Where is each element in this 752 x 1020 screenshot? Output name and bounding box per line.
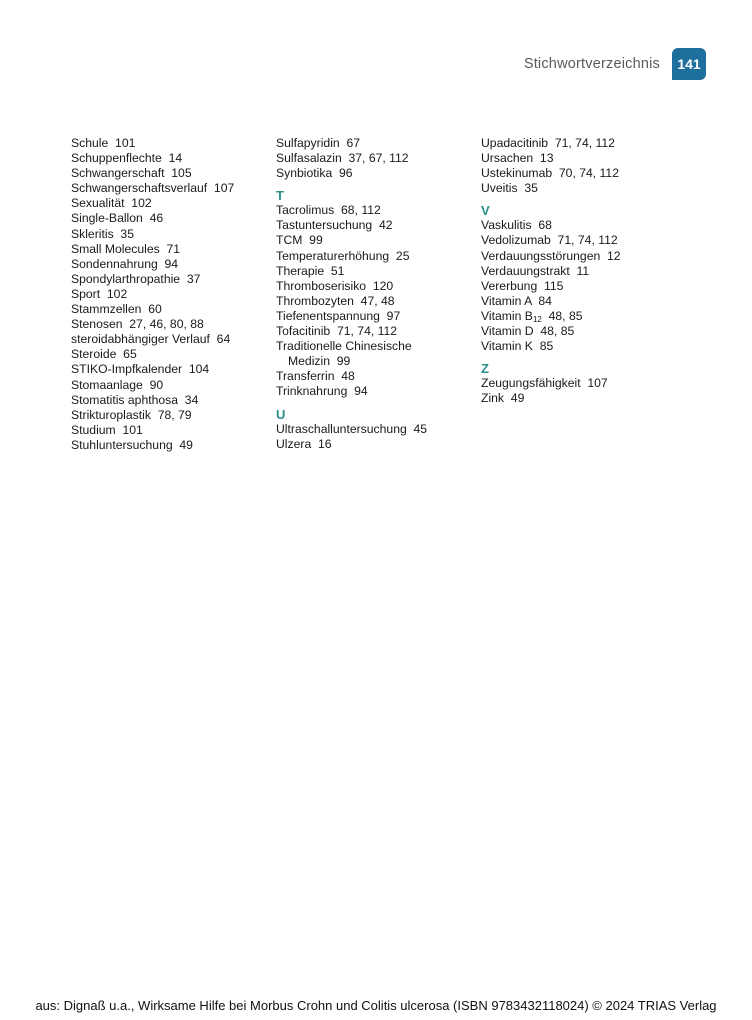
index-letter-heading: U xyxy=(276,406,286,422)
index-letter-heading: Z xyxy=(481,361,489,377)
page-number-tab: 141 xyxy=(672,48,706,80)
index-entry: Verdauungsstörungen 12 xyxy=(481,248,621,263)
index-entry: Strikturoplastik 78, 79 xyxy=(71,407,192,422)
index-entry: Traditionelle Chinesische xyxy=(276,339,412,354)
index-entry: Schwangerschaft 105 xyxy=(71,166,192,181)
index-entry: Tiefenentspannung 97 xyxy=(276,308,401,323)
index-entry: Stomaanlage 90 xyxy=(71,377,164,392)
index-entry: Stammzellen 60 xyxy=(71,302,162,317)
index-entry: Single-Ballon 46 xyxy=(71,211,164,226)
index-entry: Stomatitis aphthosa 34 xyxy=(71,392,199,407)
index-entry: Synbiotika 96 xyxy=(276,166,353,181)
index-entry: Vitamin A 84 xyxy=(481,293,552,308)
index-entry: Stenosen 27, 46, 80, 88 xyxy=(71,317,204,332)
index-entry: Thromboserisiko 120 xyxy=(276,278,394,293)
index-entry: Studium 101 xyxy=(71,422,143,437)
index-entry xyxy=(481,309,686,324)
index-entry: Stuhluntersuchung 49 xyxy=(71,437,193,452)
index-entry: Sexualität 102 xyxy=(71,196,152,211)
index-entry: Zink 49 xyxy=(481,391,525,406)
index-entry: Schule 101 xyxy=(71,136,136,150)
index-entry: STIKO-Impfkalender 104 xyxy=(71,362,210,377)
index-entry-continuation: Medizin 99 xyxy=(288,354,351,369)
index-columns xyxy=(71,136,712,453)
index-entry: Transferrin 48 xyxy=(276,369,355,384)
index-entry: Sondennahrung 94 xyxy=(71,256,179,271)
index-entry: Vitamin D 48, 85 xyxy=(481,324,575,339)
index-column-3 xyxy=(481,136,686,453)
index-entry: Vaskulitis 68 xyxy=(481,218,552,233)
index-entry: Upadacitinib 71, 74, 112 xyxy=(481,136,615,150)
index-entry: Vererbung 115 xyxy=(481,278,564,293)
index-entry: Trinknahrung 94 xyxy=(276,384,368,399)
index-entry: Schwangerschaftsverlauf 107 xyxy=(71,181,235,196)
index-entry: Sulfasalazin 37, 67, 112 xyxy=(276,151,409,166)
index-entry: Temperaturerhöhung 25 xyxy=(276,248,410,263)
index-entry: Therapie 51 xyxy=(276,263,345,278)
copyright-footer: aus: Dignaß u.a., Wirksame Hilfe bei Morbus Crohn und Colitis ulcerosa (ISBN 9783432118024) © 2024 TRIAS Verlag xyxy=(35,998,717,1013)
index-letter-heading: V xyxy=(481,203,490,219)
index-entry: Steroide 65 xyxy=(71,347,137,362)
index-column-1 xyxy=(71,136,276,453)
index-entry: Sulfapyridin 67 xyxy=(276,136,361,150)
index-letter-heading: T xyxy=(276,188,284,204)
index-entry: Spondylarthropathie 37 xyxy=(71,271,201,286)
entry-term: Vitamin B xyxy=(481,308,533,323)
index-entry: Vedolizumab 71, 74, 112 xyxy=(481,233,618,248)
index-entry: Ultraschalluntersuchung 45 xyxy=(276,421,428,436)
index-entry: Tastuntersuchung 42 xyxy=(276,218,393,233)
index-entry: Vitamin K 85 xyxy=(481,339,554,354)
index-entry: TCM 99 xyxy=(276,233,323,248)
index-entry: Zeugungsfähigkeit 107 xyxy=(481,376,608,391)
index-entry: Sport 102 xyxy=(71,286,128,301)
index-entry: Ursachen 13 xyxy=(481,151,554,166)
index-entry: Verdauungstrakt 11 xyxy=(481,263,590,278)
index-column-2 xyxy=(276,136,481,453)
section-title: Stichwortverzeichnis xyxy=(523,56,660,72)
index-entry: Schuppenflechte 14 xyxy=(71,151,183,166)
index-entry: steroidabhängiger Verlauf 64 xyxy=(71,332,231,347)
page-header xyxy=(524,48,706,80)
entry-subscript: 12 xyxy=(532,314,542,324)
index-entry: Ustekinumab 70, 74, 112 xyxy=(481,166,619,181)
index-entry: Skleritis 35 xyxy=(71,226,134,241)
index-entry: Small Molecules 71 xyxy=(71,241,181,256)
entry-pages: 48, 85 xyxy=(541,308,583,323)
index-entry: Thrombozyten 47, 48 xyxy=(276,293,395,308)
index-entry: Tacrolimus 68, 112 xyxy=(276,203,381,218)
index-entry: Tofacitinib 71, 74, 112 xyxy=(276,324,398,339)
index-entry: Ulzera 16 xyxy=(276,436,332,451)
index-entry: Uveitis 35 xyxy=(481,181,538,196)
